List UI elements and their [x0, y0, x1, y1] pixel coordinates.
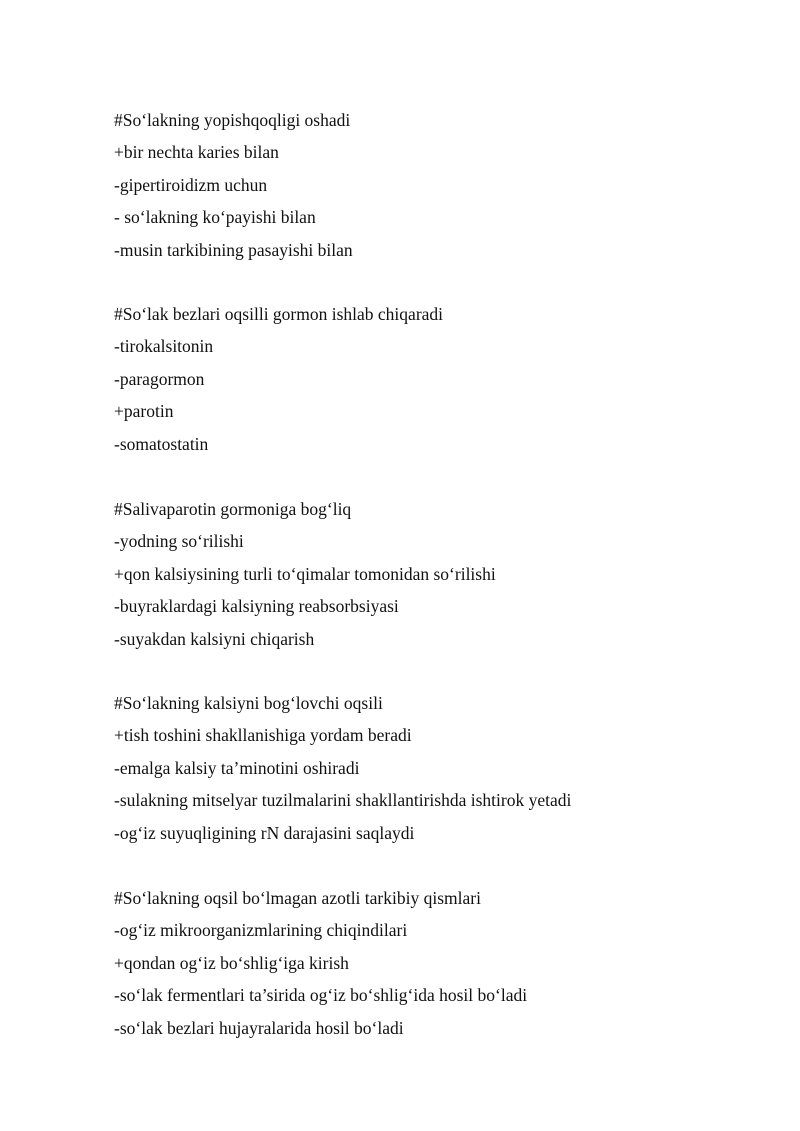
answer-option: -so‘lak bezlari hujayralarida hosil bo‘ladi: [114, 1017, 404, 1038]
answer-option: -buyraklardagi kalsiyning reabsorbsiyasi: [114, 596, 399, 617]
answer-option: +qon kalsiysining turli to‘qimalar tomonidan so‘rilishi: [114, 563, 496, 584]
question-block: [114, 882, 754, 1044]
answer-option: -sulakning mitselyar tuzilmalarini shakllantirishda ishtirok yetadi: [114, 790, 572, 811]
answer-option: +tish toshini shakllanishiga yordam beradi: [114, 725, 412, 746]
answer-option: -tirokalsitonin: [114, 336, 214, 357]
question-block: [114, 104, 754, 266]
question-block: [114, 687, 754, 849]
question-stem: #So‘lakning oqsil bo‘lmagan azotli tarkibiy qismlari: [114, 888, 481, 908]
answer-option: +qondan og‘iz bo‘shlig‘iga kirish: [114, 952, 349, 973]
answer-option: -og‘iz mikroorganizmlarining chiqindilari: [114, 920, 408, 941]
question-block: [114, 493, 754, 655]
question-stem: #Salivaparotin gormoniga bog‘liq: [114, 499, 352, 519]
answer-option: -somatostatin: [114, 433, 209, 454]
answer-option: -so‘lak fermentlari ta’sirida og‘iz bo‘shlig‘ida hosil bo‘ladi: [114, 985, 528, 1006]
answer-option: -musin tarkibining pasayishi bilan: [114, 239, 353, 260]
answer-option: +bir nechta karies bilan: [114, 142, 279, 163]
answer-option: - so‘lakning ko‘payishi bilan: [114, 207, 316, 228]
answer-option: -yodning so‘rilishi: [114, 531, 244, 552]
question-stem: #So‘lakning yopishqoqligi oshadi: [114, 110, 351, 130]
answer-option: -emalga kalsiy ta’minotini oshiradi: [114, 757, 360, 778]
answer-option: +parotin: [114, 401, 174, 422]
answer-option: -paragormon: [114, 368, 205, 389]
question-stem: #So‘lakning kalsiyni bog‘lovchi oqsili: [114, 693, 383, 713]
question-stem: #So‘lak bezlari oqsilli gormon ishlab chiqaradi: [114, 304, 444, 324]
answer-option: -suyakdan kalsiyni chiqarish: [114, 628, 315, 649]
answer-option: -gipertiroidizm uchun: [114, 174, 268, 195]
answer-option: -og‘iz suyuqligining rN darajasini saqlaydi: [114, 822, 415, 843]
question-block: [114, 298, 754, 460]
